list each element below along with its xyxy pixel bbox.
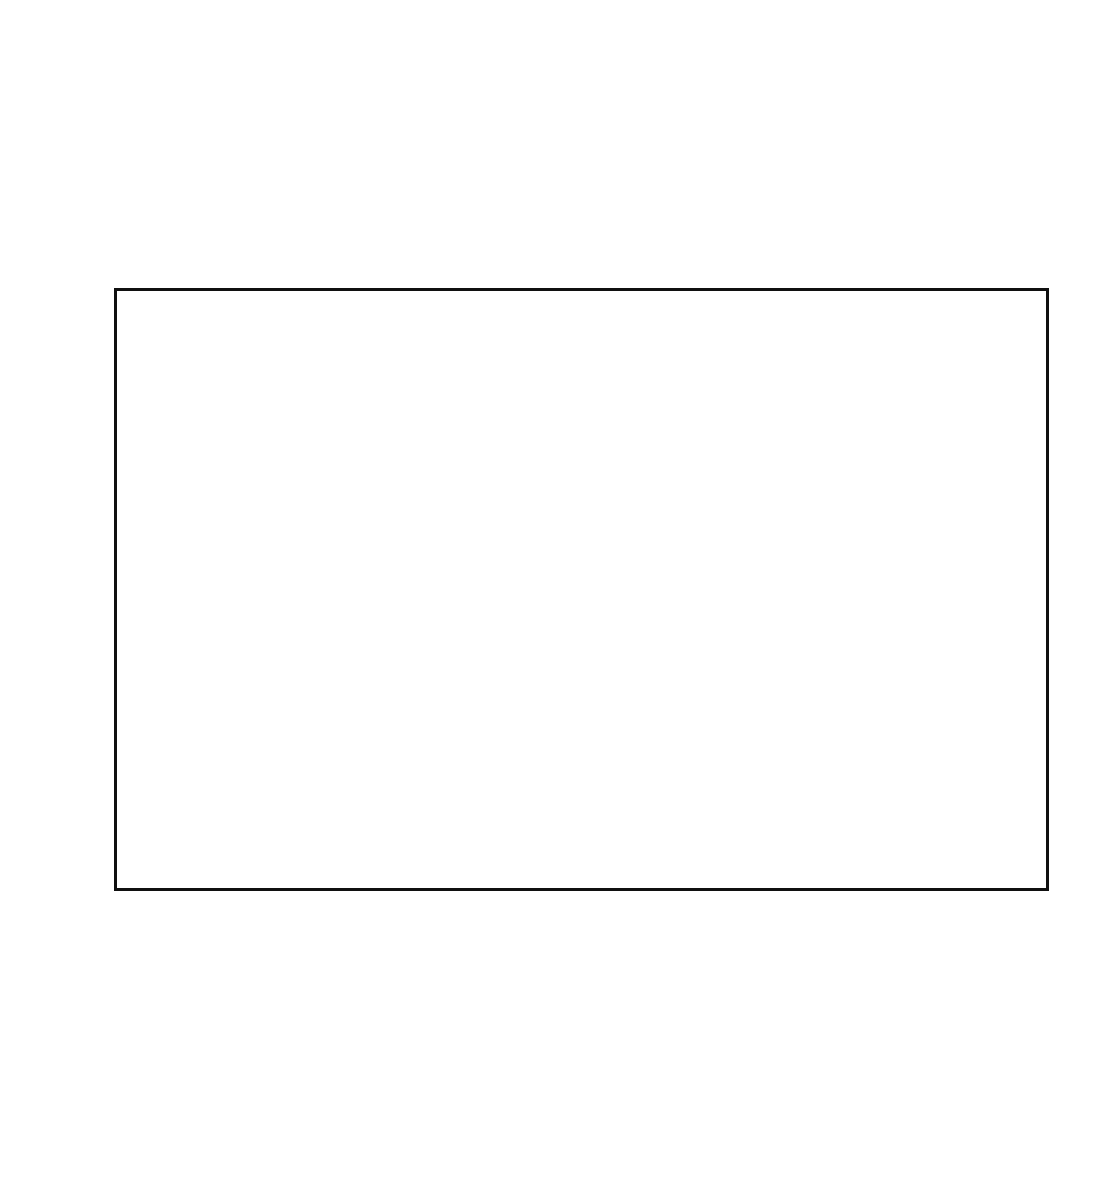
registration-card [114, 288, 1049, 891]
card-title [117, 291, 1046, 309]
